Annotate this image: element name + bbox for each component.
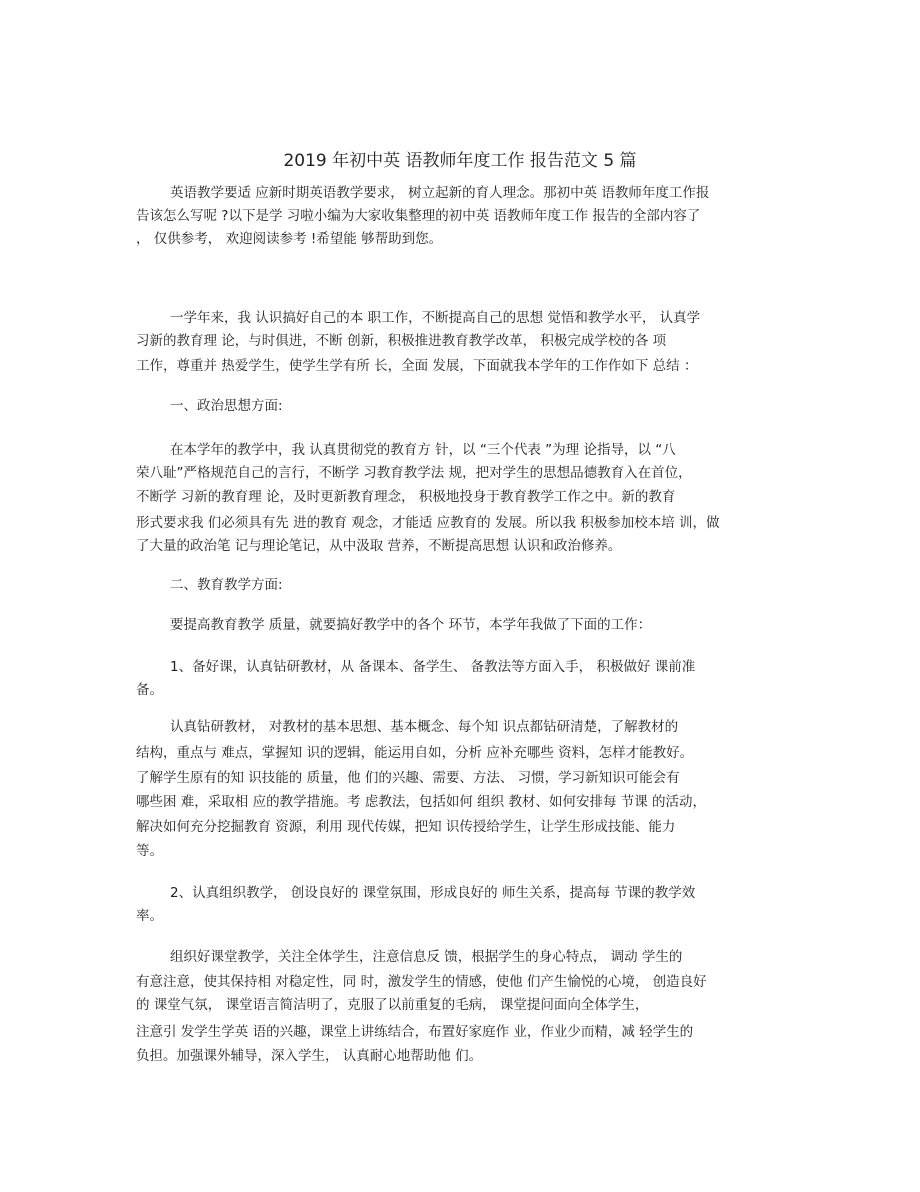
paragraph-line: 等。 [136, 843, 163, 859]
paragraph-line: 习新的教育理 论，与时俱进，不断 创新，积极推进教育教学改革， 积极完成学校的各 项 [136, 333, 667, 349]
paragraph-line: 一学年来，我 认识搞好自己的本 职工作，不断提高自己的思想 觉悟和教学水平， 认真学 [170, 310, 701, 326]
paragraph-line: 解决如何充分挖掘教育 资源，利用 现代传媒，把知 识传授给学生，让学生形成技能、能力 [136, 819, 676, 835]
paragraph-line: 了大量的政治笔 记与理论笔记，从中汲取 营养，不断提高思想 认识和政治修养。 [136, 538, 622, 554]
paragraph-line: 组织好课堂教学，关注全体学生，注意信息反 馈，根据学生的身心特点， 调动 学生的 [170, 949, 683, 965]
paragraph-line: 哪些困 难，采取相 应的教学措施。考 虑教法，包括如何 组织 教材、如何安排每 节课 的活动， [136, 794, 707, 810]
paragraph-line: 在本学年的教学中，我 认真贯彻党的教育方 针，以 “三个代表 ”为理 论指导，以 “八 [170, 442, 676, 458]
list-item-line: 2、认真组织教学， 创设良好的 课堂氛围，形成良好的 师生关系，提高每 节课的教学效 [170, 885, 696, 901]
intro-line: 告该怎么写呢 ?以下是学 习啦小编为大家收集整理的初中英 语教师年度工作 报告的全部内容了 [136, 208, 701, 224]
paragraph-line: 注意引 发学生学英 语的兴趣，课堂上讲练结合，布置好家庭作 业，作业少而精，减 轻学生的 [136, 1024, 694, 1040]
paragraph-line: 要提高教育教学 质量，就要搞好教学中的各个 环节，本学年我做了下面的工作： [170, 617, 652, 633]
paragraph-line: 不断学 习新的教育理 论，及时更新教育理念， 积极地投身于教育教学工作之中。新的教育 [136, 489, 676, 505]
list-item-line: 1、备好课，认真钻研教材，从 备课本、备学生、 备教法等方面入手， 积极做好 课前准 [170, 659, 696, 675]
section-heading-politics: 一、政治思想方面: [170, 398, 283, 414]
intro-line: 英语教学要适 应新时期英语教学要求， 树立起新的育人理念。那初中英 语教师年度工作报 [170, 185, 710, 201]
document-title: 2019 年初中英 语教师年度工作 报告范文 5 篇 [283, 151, 637, 171]
paragraph-line: 结构，重点与 难点，掌握知 识的逻辑，能运用自如，分析 应补充哪些 资料，怎样才能教好。 [136, 745, 694, 761]
list-item-line: 率。 [136, 908, 163, 924]
list-item-line: 备。 [136, 682, 163, 698]
paragraph-line: 有意注意，使其保持相 对稳定性，同 时，激发学生的情感，使他 们产生愉悦的心境， 创造良好 [136, 974, 707, 990]
paragraph-line: 的 课堂气氛， 课堂语言简洁明了，克服了以前重复的毛病， 课堂提问面向全体学生， [136, 997, 649, 1013]
intro-line: ， 仅供参考， 欢迎阅读参考 !希望能 够帮助到您。 [136, 231, 443, 247]
section-heading-teaching: 二、教育教学方面: [170, 577, 283, 593]
paragraph-line: 工作，尊重并 热爱学生，使学生学有所 长，全面 发展，下面就我本学年的工作作如下 总结 ： [136, 358, 698, 374]
paragraph-line: 负担。加强课外辅导，深入学生， 认真耐心地帮助他 们。 [136, 1048, 483, 1064]
paragraph-line: 荣八耻”严格规范自己的言行，不断学 习教育教学法 规，把对学生的思想品德教育入在首位， [136, 465, 692, 481]
paragraph-line: 认真钻研教材， 对教材的基本思想、基本概念、每个知 识点都钻研清楚，了解教材的 [170, 719, 679, 735]
paragraph-line: 形式要求我 们必须具有先 进的教育 观念，才能适 应教育的 发展。所以我 积极参加校本培 训，做 [136, 515, 720, 531]
paragraph-line: 了解学生原有的知 识技能的 质量，他 们的兴趣、需要、方法、 习惯，学习新知识可能会有 [136, 770, 680, 786]
